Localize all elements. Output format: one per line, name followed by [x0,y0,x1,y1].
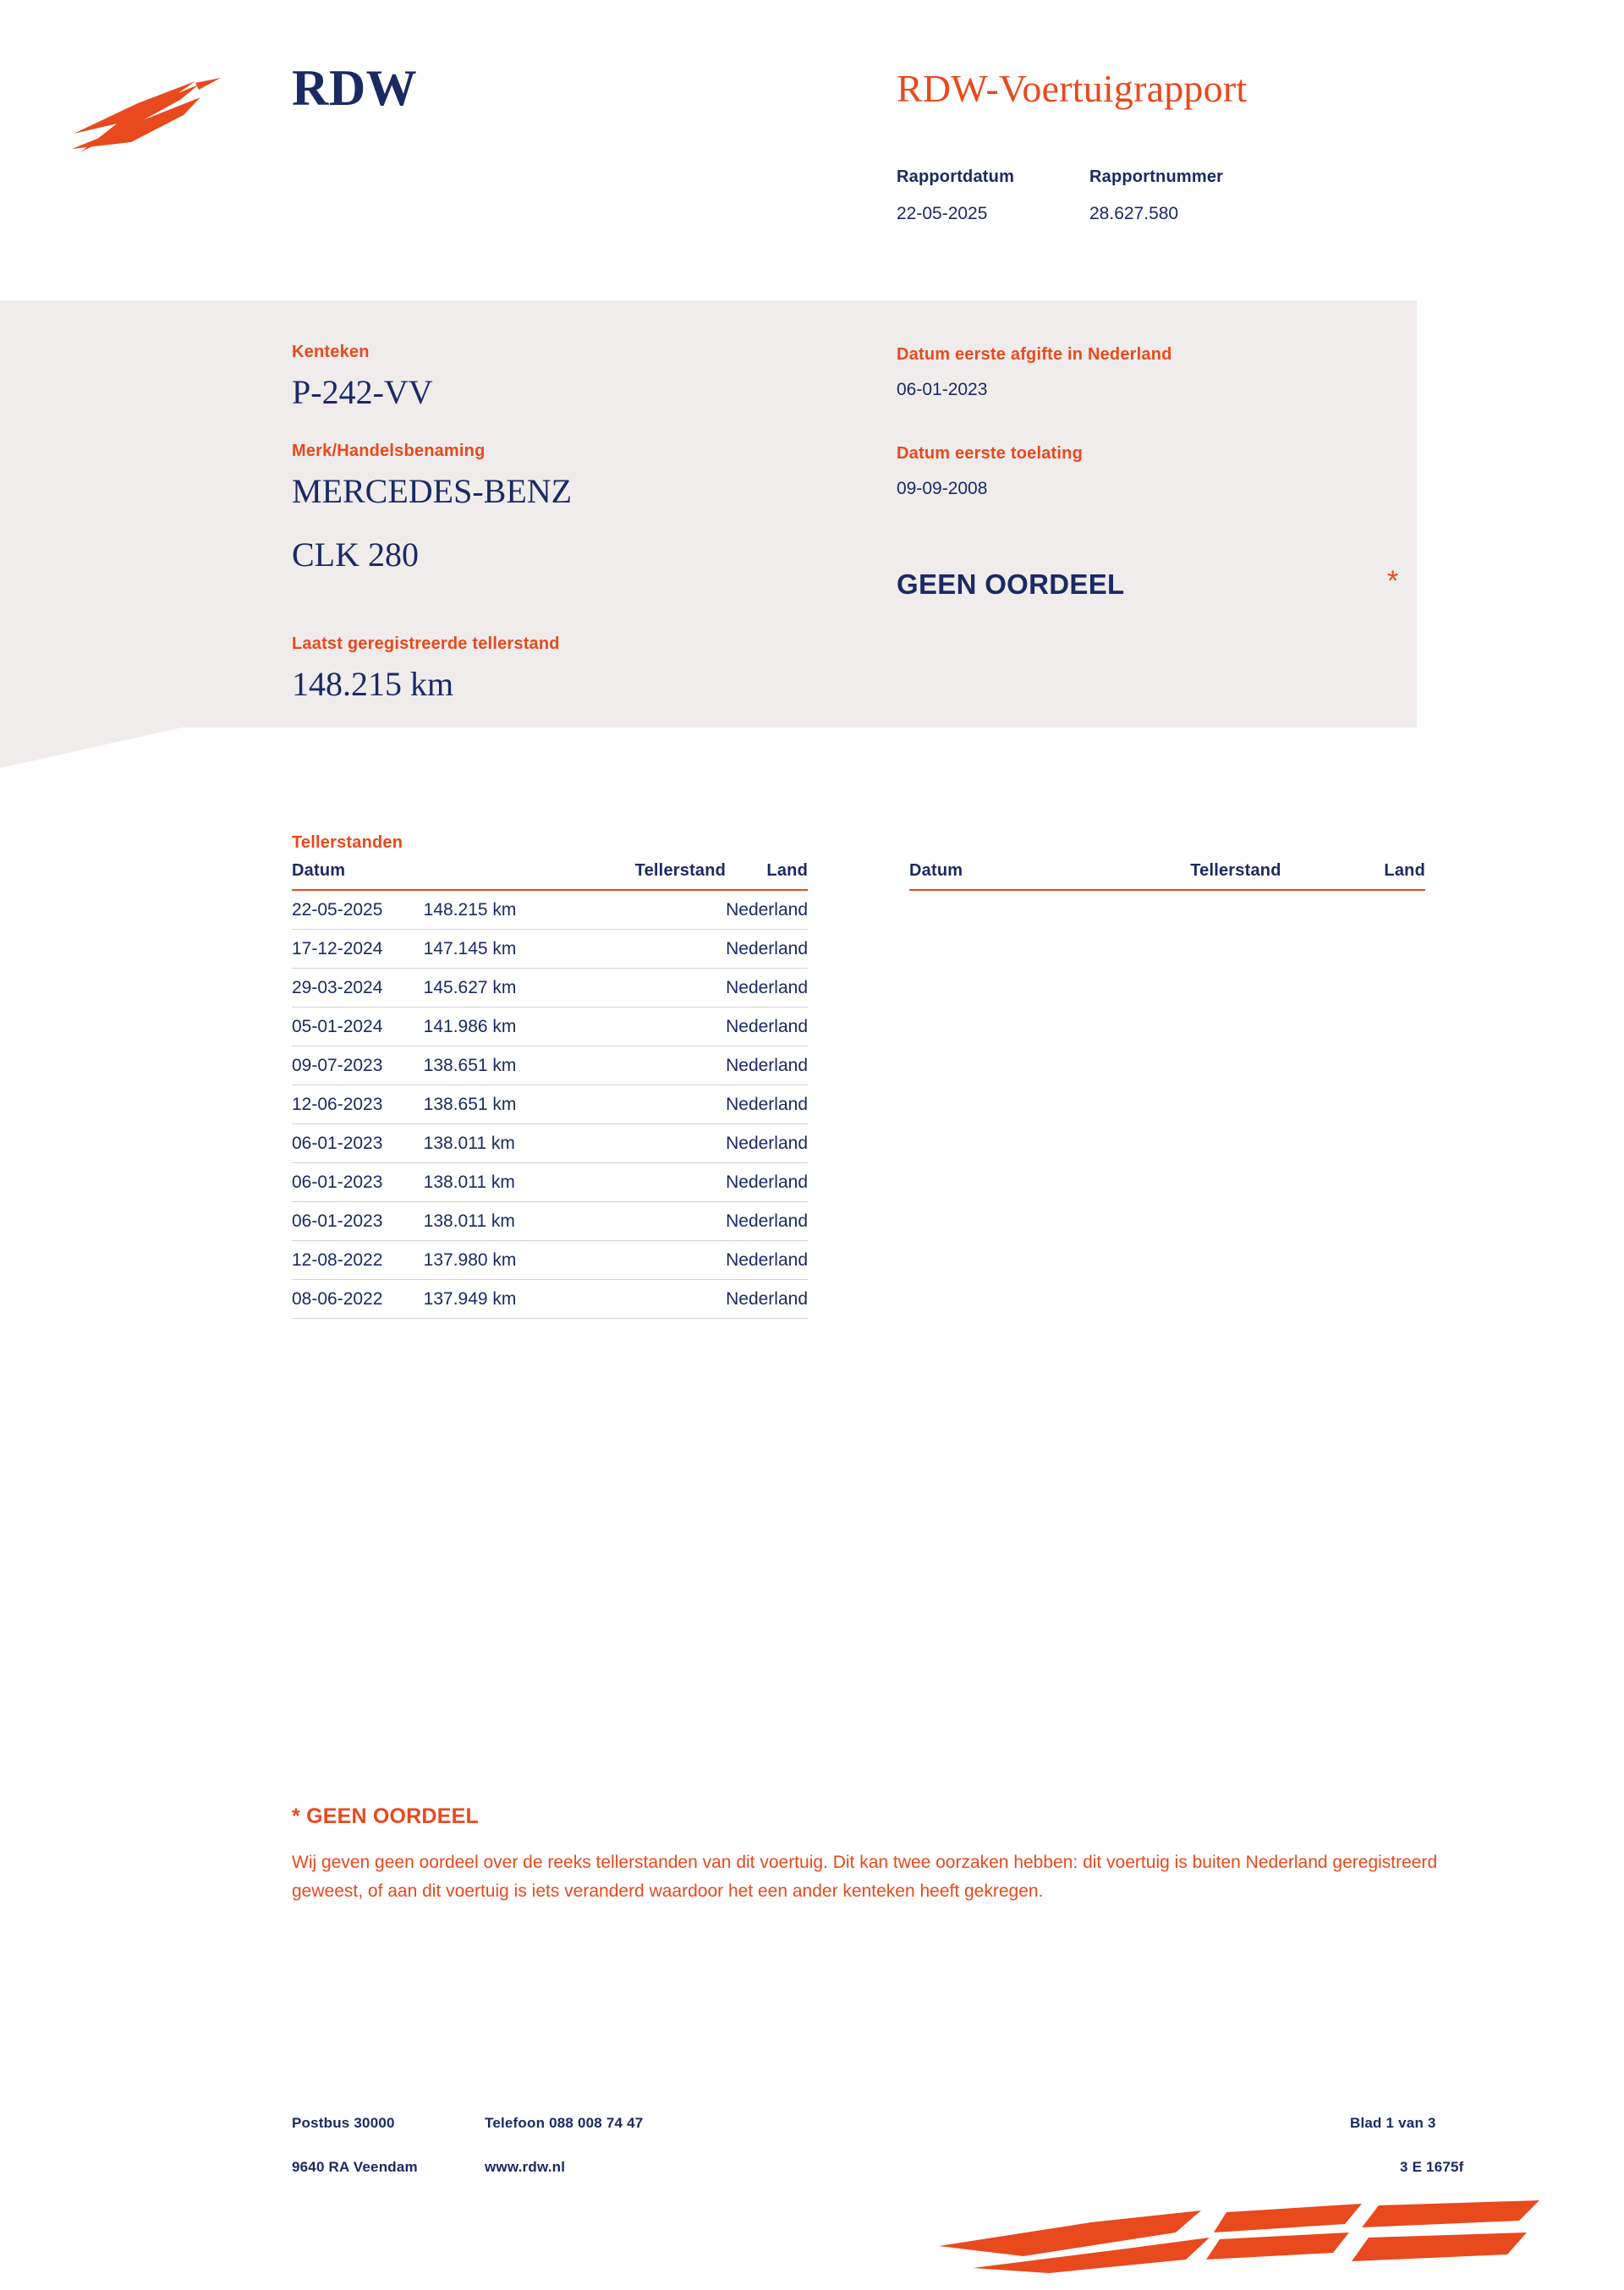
cell-country: Nederland [726,1124,808,1163]
table-header-row [909,861,1425,890]
cell-date: 06-01-2023 [292,1163,424,1202]
first-issue-nl-value: 06-01-2023 [897,380,988,399]
cell-country: Nederland [726,1008,808,1046]
cell-reading: 141.986 km [424,1008,726,1046]
cell-country: Nederland [726,1241,808,1280]
table-row [292,1241,808,1280]
cell-reading: 137.980 km [424,1241,726,1280]
report-number-value: 28.627.580 [1089,204,1179,223]
vehicle-summary-band [0,300,1417,728]
readings-table-left [292,861,808,1319]
cell-reading: 138.011 km [424,1202,726,1241]
cell-country: Nederland [726,890,808,930]
verdict-text: GEEN OORDEEL [897,568,1125,600]
col-header-date: Datum [292,861,424,890]
model-value: CLK 280 [292,535,419,574]
cell-reading: 138.651 km [424,1085,726,1124]
cell-date: 06-01-2023 [292,1202,424,1241]
cell-date: 22-05-2025 [292,890,424,930]
cell-date: 12-08-2022 [292,1241,424,1280]
summary-band-notch [0,728,182,768]
footnote-heading-text: GEEN OORDEEL [306,1804,479,1828]
cell-reading: 148.215 km [424,890,726,930]
footer-form-code: 3 E 1675f [1400,2159,1464,2175]
cell-reading: 138.011 km [424,1163,726,1202]
rdw-swoosh-logo-icon [72,74,233,163]
report-date-value: 22-05-2025 [897,204,988,223]
rdw-wordmark: RDW [292,60,418,116]
cell-date: 17-12-2024 [292,930,424,969]
plate-label: Kenteken [292,343,370,361]
col-header-date: Datum [909,861,979,890]
table-row [292,1046,808,1085]
first-issue-nl-label: Datum eerste afgifte in Nederland [897,345,1172,364]
table-row [292,1085,808,1124]
make-value: MERCEDES-BENZ [292,472,573,510]
cell-date: 05-01-2024 [292,1008,424,1046]
cell-date: 12-06-2023 [292,1085,424,1124]
cell-reading: 145.627 km [424,969,726,1008]
odometer-label: Laatst geregistreerde tellerstand [292,634,560,653]
make-label: Merk/Handelsbenaming [292,442,486,460]
cell-country: Nederland [726,1163,808,1202]
footnote-body: Wij geven geen oordeel over de reeks tellerstanden van dit voertuig. Dit kan twee oorzaken hebben: dit voertuig is buiten Nederland geregistreerd geweest, of aan dit voertuig is iets veranderd waardoor het een ander kenteken heeft gekregen. [292,1853,1438,1901]
rdw-footer-swoosh-icon [922,2195,1548,2276]
cell-reading: 138.651 km [424,1046,726,1085]
footer-website[interactable]: www.rdw.nl [485,2159,566,2175]
report-date-label: Rapportdatum [897,167,1015,186]
cell-date: 06-01-2023 [292,1124,424,1163]
col-header-country: Land [726,861,808,890]
report-title: RDW-Voertuigrapport [897,67,1248,110]
cell-country: Nederland [726,1046,808,1085]
cell-reading: 137.949 km [424,1280,726,1319]
cell-country: Nederland [726,969,808,1008]
table-row [292,1202,808,1241]
cell-country: Nederland [726,930,808,969]
cell-reading: 138.011 km [424,1124,726,1163]
table-row [292,1163,808,1202]
footnote-heading [292,1804,479,1829]
plate-value: P-242-VV [292,373,433,411]
readings-table-body [292,890,808,1319]
footer-postbus: Postbus 30000 [292,2115,395,2131]
footer-page-number: Blad 1 van 3 [1350,2115,1436,2131]
report-header [0,0,1624,300]
table-row [292,969,808,1008]
table-row [292,930,808,969]
cell-date: 29-03-2024 [292,969,424,1008]
col-header-reading: Tellerstand [424,861,726,890]
first-admission-label: Datum eerste toelating [897,444,1084,463]
table-row [292,890,808,930]
cell-country: Nederland [726,1280,808,1319]
cell-country: Nederland [726,1202,808,1241]
cell-date: 09-07-2023 [292,1046,424,1085]
first-admission-value: 09-09-2008 [897,479,988,498]
readings-table-right [909,861,1425,891]
col-header-reading: Tellerstand [979,861,1372,890]
footer-city: 9640 RA Veendam [292,2159,418,2175]
report-number-label: Rapportnummer [1089,167,1224,186]
readings-title: Tellerstanden [292,833,403,852]
footnote-marker: * [292,1804,300,1828]
table-row [292,1124,808,1163]
cell-date: 08-06-2022 [292,1280,424,1319]
table-row [292,1280,808,1319]
odometer-value: 148.215 km [292,665,454,703]
cell-reading: 147.145 km [424,930,726,969]
verdict-footnote-marker: * [1387,565,1399,597]
table-header-row [292,861,808,890]
table-row [292,1008,808,1046]
col-header-country: Land [1372,861,1425,890]
cell-country: Nederland [726,1085,808,1124]
footer-phone: Telefoon 088 008 74 47 [485,2115,644,2131]
